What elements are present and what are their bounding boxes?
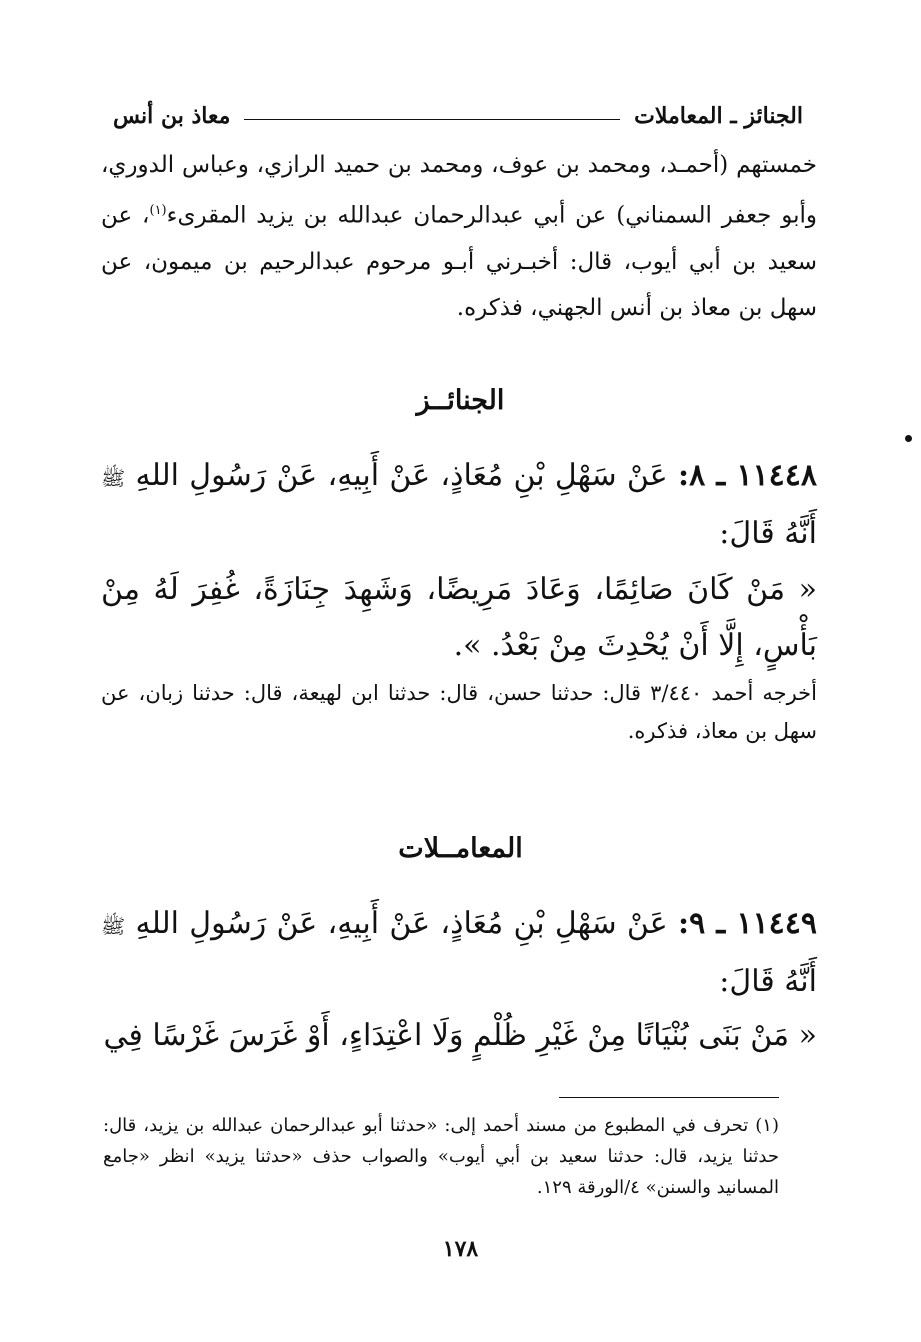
- intro-text: خمستهم (أحمـد، ومحمد بن عوف، ومحمد بن حميد الرازي، وعباس الدوري، وأبو جعفر السمناني) عن أبي عبدالرحمان عبدالله بن يزيد المقرىء: [101, 152, 818, 229]
- footnote-separator: [559, 1097, 779, 1098]
- page-number: ١٧٨: [442, 1236, 479, 1262]
- hadith-qala: أَنَّهُ قَالَ:: [719, 964, 817, 999]
- running-head-narrator: معاذ بن أنس: [113, 103, 231, 129]
- footnotes: [103, 1110, 779, 1203]
- salawat-glyph: ﷺ: [101, 466, 126, 490]
- intro-paragraph: [101, 142, 817, 331]
- running-head: [113, 96, 803, 136]
- hadith-isnad: عَنْ سَهْلِ بْنِ مُعَاذٍ، عَنْ أَبِيهِ، عَنْ رَسُولِ اللهِ: [135, 906, 668, 941]
- hadith-number: ١١٤٤٨ ـ ٨:: [677, 458, 817, 493]
- footnote-ref-1[interactable]: (١): [149, 203, 167, 218]
- running-head-chapter: الجنائز ـ المعاملات: [634, 103, 803, 129]
- hadith-11449-matn: « مَنْ بَنَى بُنْيَانًا مِنْ غَيْرِ ظُلْمٍ وَلَا اعْتِدَاءٍ، أَوْ غَرَسَ غَرْسًا فِي: [103, 1018, 817, 1053]
- footnote-1: (١) تحرف في المطبوع من مسند أحمد إلى: «حدثنا أبو عبدالرحمان عبدالله بن يزيد، قال: حدثنا يزيد، قال: حدثنا سعيد بن أبي أيوب» والصواب حذف «حدثنا يزيد» انظر «جامع المسانيد والسنن» ٤/الورقة ١٢٩.: [103, 1115, 779, 1198]
- hadith-number: ١١٤٤٩ ـ ٩:: [677, 906, 817, 941]
- hadith-11448-takhrij: أخرجه أحمد ٣/٤٤٠ قال: حدثنا حسن، قال: حدثنا ابن لهيعة، قال: حدثنا زبان، عن سهل بن معاذ، فذكره.: [101, 681, 817, 743]
- margin-dot: [905, 435, 912, 442]
- salawat-glyph: ﷺ: [101, 914, 126, 938]
- hadith-qala: أَنَّهُ قَالَ:: [719, 516, 817, 551]
- intro-text-continued: ، عن سعيد بن أبي أيوب، قال: أخبـرني أبـو مرحوم عبدالرحيم بن ميمون، عن سهل بن معاذ بن أنس الجهني، فذكره.: [101, 202, 817, 321]
- hadith-11448-matn: « مَنْ كَانَ صَائِمًا، وَعَادَ مَرِيضًا، وَشَهِدَ جِنَازَةً، غُفِرَ لَهُ مِنْ بَأْسٍ، إِلَّا أَنْ يُحْدِثَ مِنْ بَعْدُ. ».: [101, 572, 817, 663]
- hadith-11448-isnad: [101, 448, 817, 562]
- section-heading-janaiz: الجنائــز: [416, 385, 505, 416]
- section-heading-muamalat: المعامــلات: [398, 833, 523, 864]
- hadith-isnad: عَنْ سَهْلِ بْنِ مُعَاذٍ، عَنْ أَبِيهِ، عَنْ رَسُولِ اللهِ: [135, 458, 668, 493]
- running-head-rule: [244, 119, 620, 120]
- hadith-11449-isnad: [101, 896, 817, 1010]
